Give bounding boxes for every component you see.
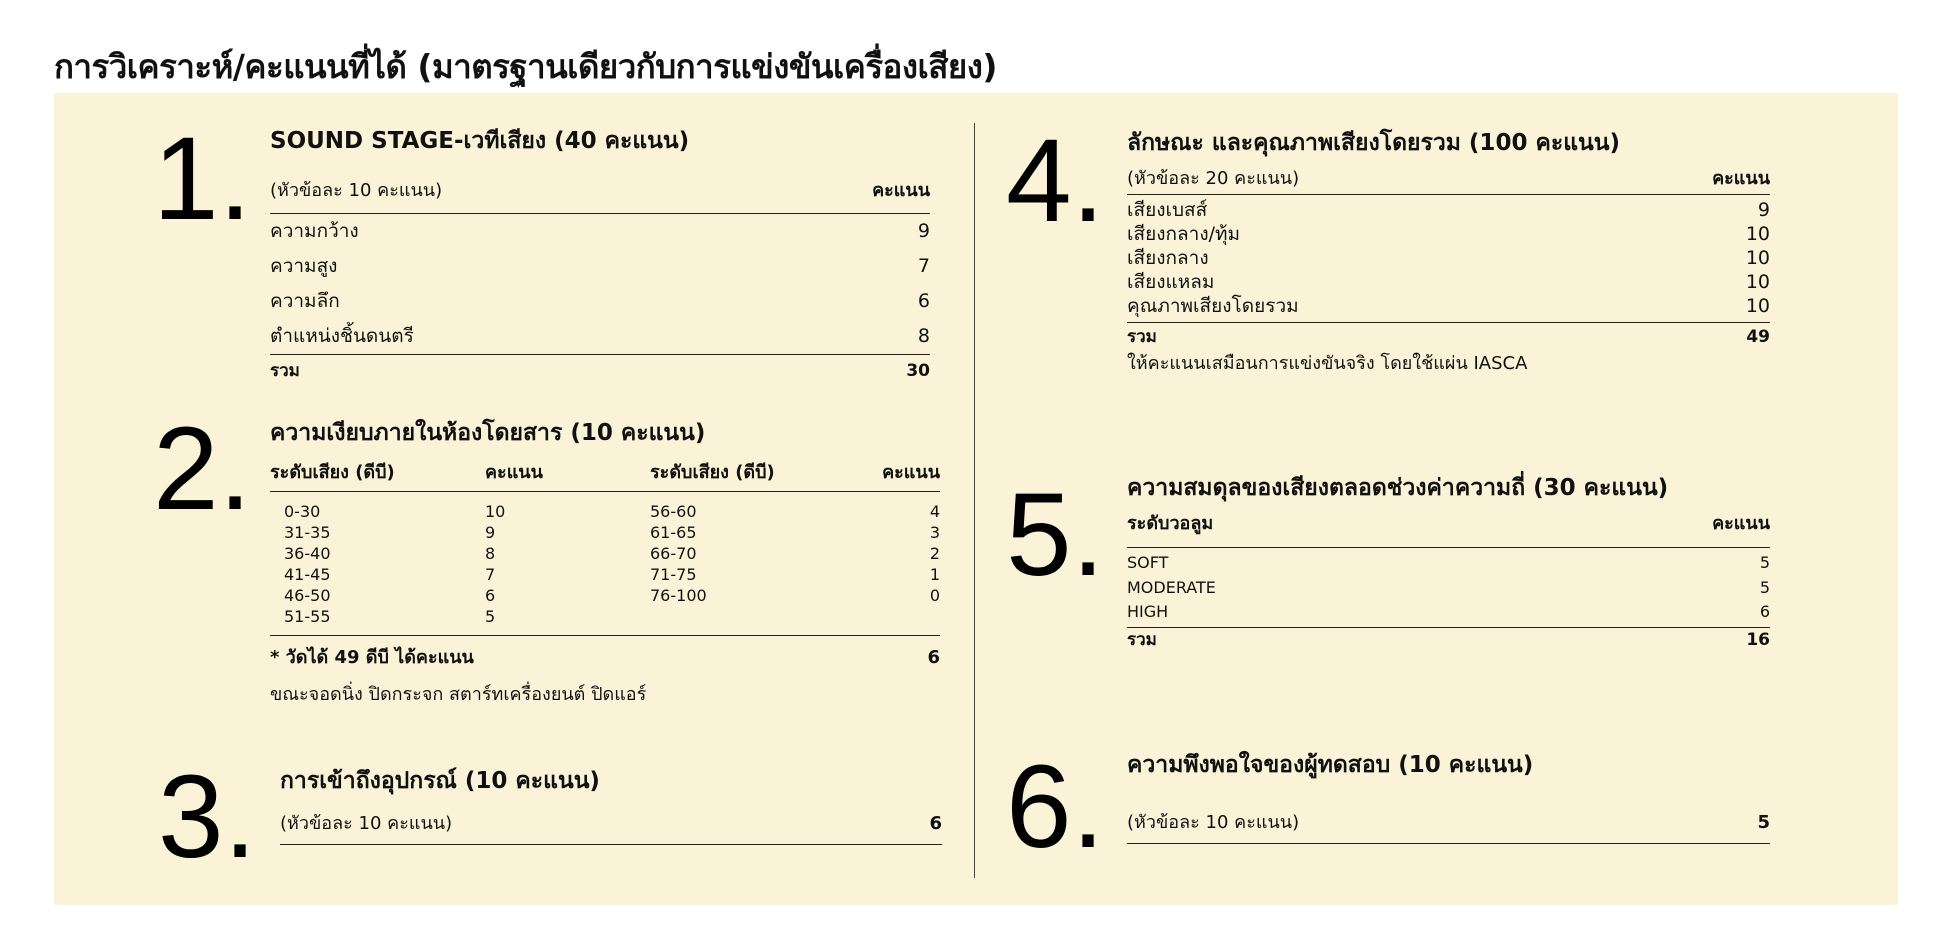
noise-level-cell: 66-70 — [650, 544, 697, 563]
score-cell: 0 — [929, 586, 940, 605]
score-cell: 6 — [485, 586, 496, 605]
subtitle: (หัวข้อละ 10 คะแนน) — [1127, 812, 1300, 833]
score: 6 — [929, 813, 942, 834]
noise-level-header: ระดับเสียง (ดีบี) — [270, 462, 395, 483]
row-score: 6 — [917, 290, 930, 312]
score-cell: 1 — [929, 565, 940, 584]
score-row — [1127, 294, 1770, 318]
bottom-rule — [1127, 843, 1770, 844]
section-equipment-access — [280, 766, 942, 845]
row-label: MODERATE — [1127, 577, 1216, 597]
row-score: 5 — [1759, 553, 1770, 572]
score-header: คะแนน — [872, 180, 930, 201]
noise-level-cell: 0-30 — [284, 502, 321, 521]
row-label: เสียงเบสส์ — [1127, 199, 1208, 221]
total-row — [1127, 628, 1770, 652]
section-subheader — [1127, 164, 1770, 194]
score-rows — [1127, 551, 1770, 625]
noise-level-cell: 61-65 — [650, 523, 697, 542]
row-score: 10 — [1745, 247, 1770, 269]
section-title: ความเงียบภายในห้องโดยสาร (10 คะแนน) — [270, 420, 706, 446]
score-cell: 5 — [485, 607, 496, 626]
volume-header: ระดับวอลูม — [1127, 513, 1214, 534]
row-score: 10 — [1745, 295, 1770, 317]
noise-table-header — [270, 455, 940, 491]
section-subheader — [1127, 509, 1770, 539]
header-rule — [1127, 547, 1770, 548]
noise-level-cell: 56-60 — [650, 502, 697, 521]
score-row — [270, 284, 930, 319]
row-score: 7 — [917, 255, 930, 277]
score-header: คะแนน — [1712, 513, 1770, 534]
row-label: ตำแหน่งชิ้นดนตรี — [270, 325, 414, 347]
row-score: 6 — [1759, 602, 1770, 621]
row-label: ความสูง — [270, 255, 338, 277]
row-label: HIGH — [1127, 602, 1169, 621]
noise-level-cell: 36-40 — [284, 544, 331, 563]
noise-level-cell: 51-55 — [284, 607, 331, 626]
noise-level-cell — [590, 606, 780, 627]
section-number-4: 4. — [1006, 115, 1105, 247]
total-score: 49 — [1746, 327, 1770, 347]
score-cell — [780, 606, 940, 627]
score-header: คะแนน — [882, 462, 940, 483]
section-title: ความพึงพอใจของผู้ทดสอบ (10 คะแนน) — [1127, 752, 1534, 778]
subtitle-row — [280, 809, 942, 839]
section-sound-stage — [270, 126, 930, 387]
row-score: 8 — [917, 325, 930, 347]
row-label: ความลึก — [270, 290, 340, 312]
noise-level-cell: 71-75 — [650, 565, 697, 584]
score-row — [1127, 551, 1770, 576]
row-label: ความกว้าง — [270, 220, 359, 242]
section-title: SOUND STAGE-เวทีเสียง (40 คะแนน) — [270, 128, 690, 154]
noise-level-cell: 31-35 — [284, 523, 331, 542]
section-number-5: 5. — [1006, 469, 1105, 601]
subtitle: (หัวข้อละ 10 คะแนน) — [270, 180, 443, 201]
score-row — [1127, 222, 1770, 246]
row-label: เสียงแหลม — [1127, 271, 1215, 293]
score-cell: 7 — [485, 565, 496, 584]
measurement-note: ขณะจอดนิ่ง ปิดกระจก สตาร์ทเครื่องยนต์ ปิดแอร์ — [270, 684, 647, 705]
noise-level-cell: 46-50 — [284, 586, 331, 605]
row-label: คุณภาพเสียงโดยรวม — [1127, 295, 1299, 317]
score-row — [1127, 270, 1770, 294]
section-cabin-quietness — [270, 418, 940, 710]
row-label: SOFT — [1127, 553, 1169, 572]
page-title: การวิเคราะห์/คะแนนที่ได้ (มาตรฐานเดียวกับการแข่งขันเครื่องเสียง) — [54, 47, 997, 86]
total-score: 16 — [1746, 629, 1770, 650]
score-cell: 10 — [485, 502, 506, 521]
section-sound-quality — [1127, 128, 1770, 376]
section-title: การเข้าถึงอุปกรณ์ (10 คะแนน) — [280, 768, 600, 794]
noise-level-cell: 41-45 — [284, 565, 331, 584]
section-title: ลักษณะ และคุณภาพเสียงโดยรวม (100 คะแนน) — [1127, 130, 1620, 156]
section-title: ความสมดุลของเสียงตลอดช่วงค่าความถี่ (30 คะแนน) — [1127, 475, 1669, 501]
column-divider — [974, 123, 975, 878]
row-label: เสียงกลาง — [1127, 247, 1209, 269]
result-score: 6 — [927, 647, 940, 668]
score-row — [1127, 576, 1770, 601]
subtitle-row — [1127, 808, 1770, 838]
score-rows — [270, 214, 930, 354]
subtitle: (หัวข้อละ 10 คะแนน) — [280, 813, 453, 834]
score-rows — [1127, 198, 1770, 318]
row-score: 9 — [1757, 199, 1770, 221]
row-score: 5 — [1759, 577, 1770, 597]
score-row — [270, 249, 930, 284]
section-subheader — [270, 176, 930, 206]
total-label: รวม — [270, 361, 300, 381]
noise-level-cell: 76-100 — [650, 586, 707, 605]
score: 5 — [1757, 812, 1770, 833]
row-score: 9 — [917, 220, 930, 242]
score-cell: 9 — [485, 523, 496, 542]
subtitle: (หัวข้อละ 20 คะแนน) — [1127, 168, 1300, 189]
header-rule — [1127, 194, 1770, 195]
row-label: เสียงกลาง/ทุ้ม — [1127, 223, 1241, 245]
score-row — [1127, 600, 1770, 625]
score-row — [1127, 246, 1770, 270]
score-header: คะแนน — [485, 462, 543, 483]
total-row — [270, 355, 930, 387]
result-row — [270, 636, 940, 680]
noise-level-header: ระดับเสียง (ดีบี) — [650, 462, 775, 483]
section-frequency-balance — [1127, 473, 1770, 652]
row-score: 10 — [1745, 223, 1770, 245]
section-tester-satisfaction — [1127, 750, 1770, 844]
noise-table — [270, 501, 940, 627]
total-row — [1127, 323, 1770, 352]
result-label: * วัดได้ 49 ดีบี ได้คะแนน — [270, 647, 474, 668]
total-label: รวม — [1127, 327, 1157, 347]
score-header: คะแนน — [1712, 168, 1770, 189]
score-row — [1127, 198, 1770, 222]
header-rule — [270, 491, 940, 492]
score-row — [270, 319, 930, 354]
score-row — [270, 214, 930, 249]
score-cell: 2 — [929, 544, 940, 563]
score-cell: 4 — [929, 502, 940, 521]
total-label: รวม — [1127, 629, 1157, 650]
section-number-3: 3. — [158, 751, 257, 883]
section-number-6: 6. — [1006, 741, 1105, 873]
section-number-2: 2. — [153, 403, 252, 535]
score-cell: 3 — [929, 523, 940, 542]
total-score: 30 — [906, 361, 930, 381]
bottom-rule — [280, 844, 942, 845]
section-note: ให้คะแนนเสมือนการแข่งขันจริง โดยใช้แผ่น IASCA — [1127, 353, 1528, 374]
row-score: 10 — [1745, 271, 1770, 293]
score-cell: 8 — [485, 544, 496, 563]
section-number-1: 1. — [153, 113, 252, 245]
